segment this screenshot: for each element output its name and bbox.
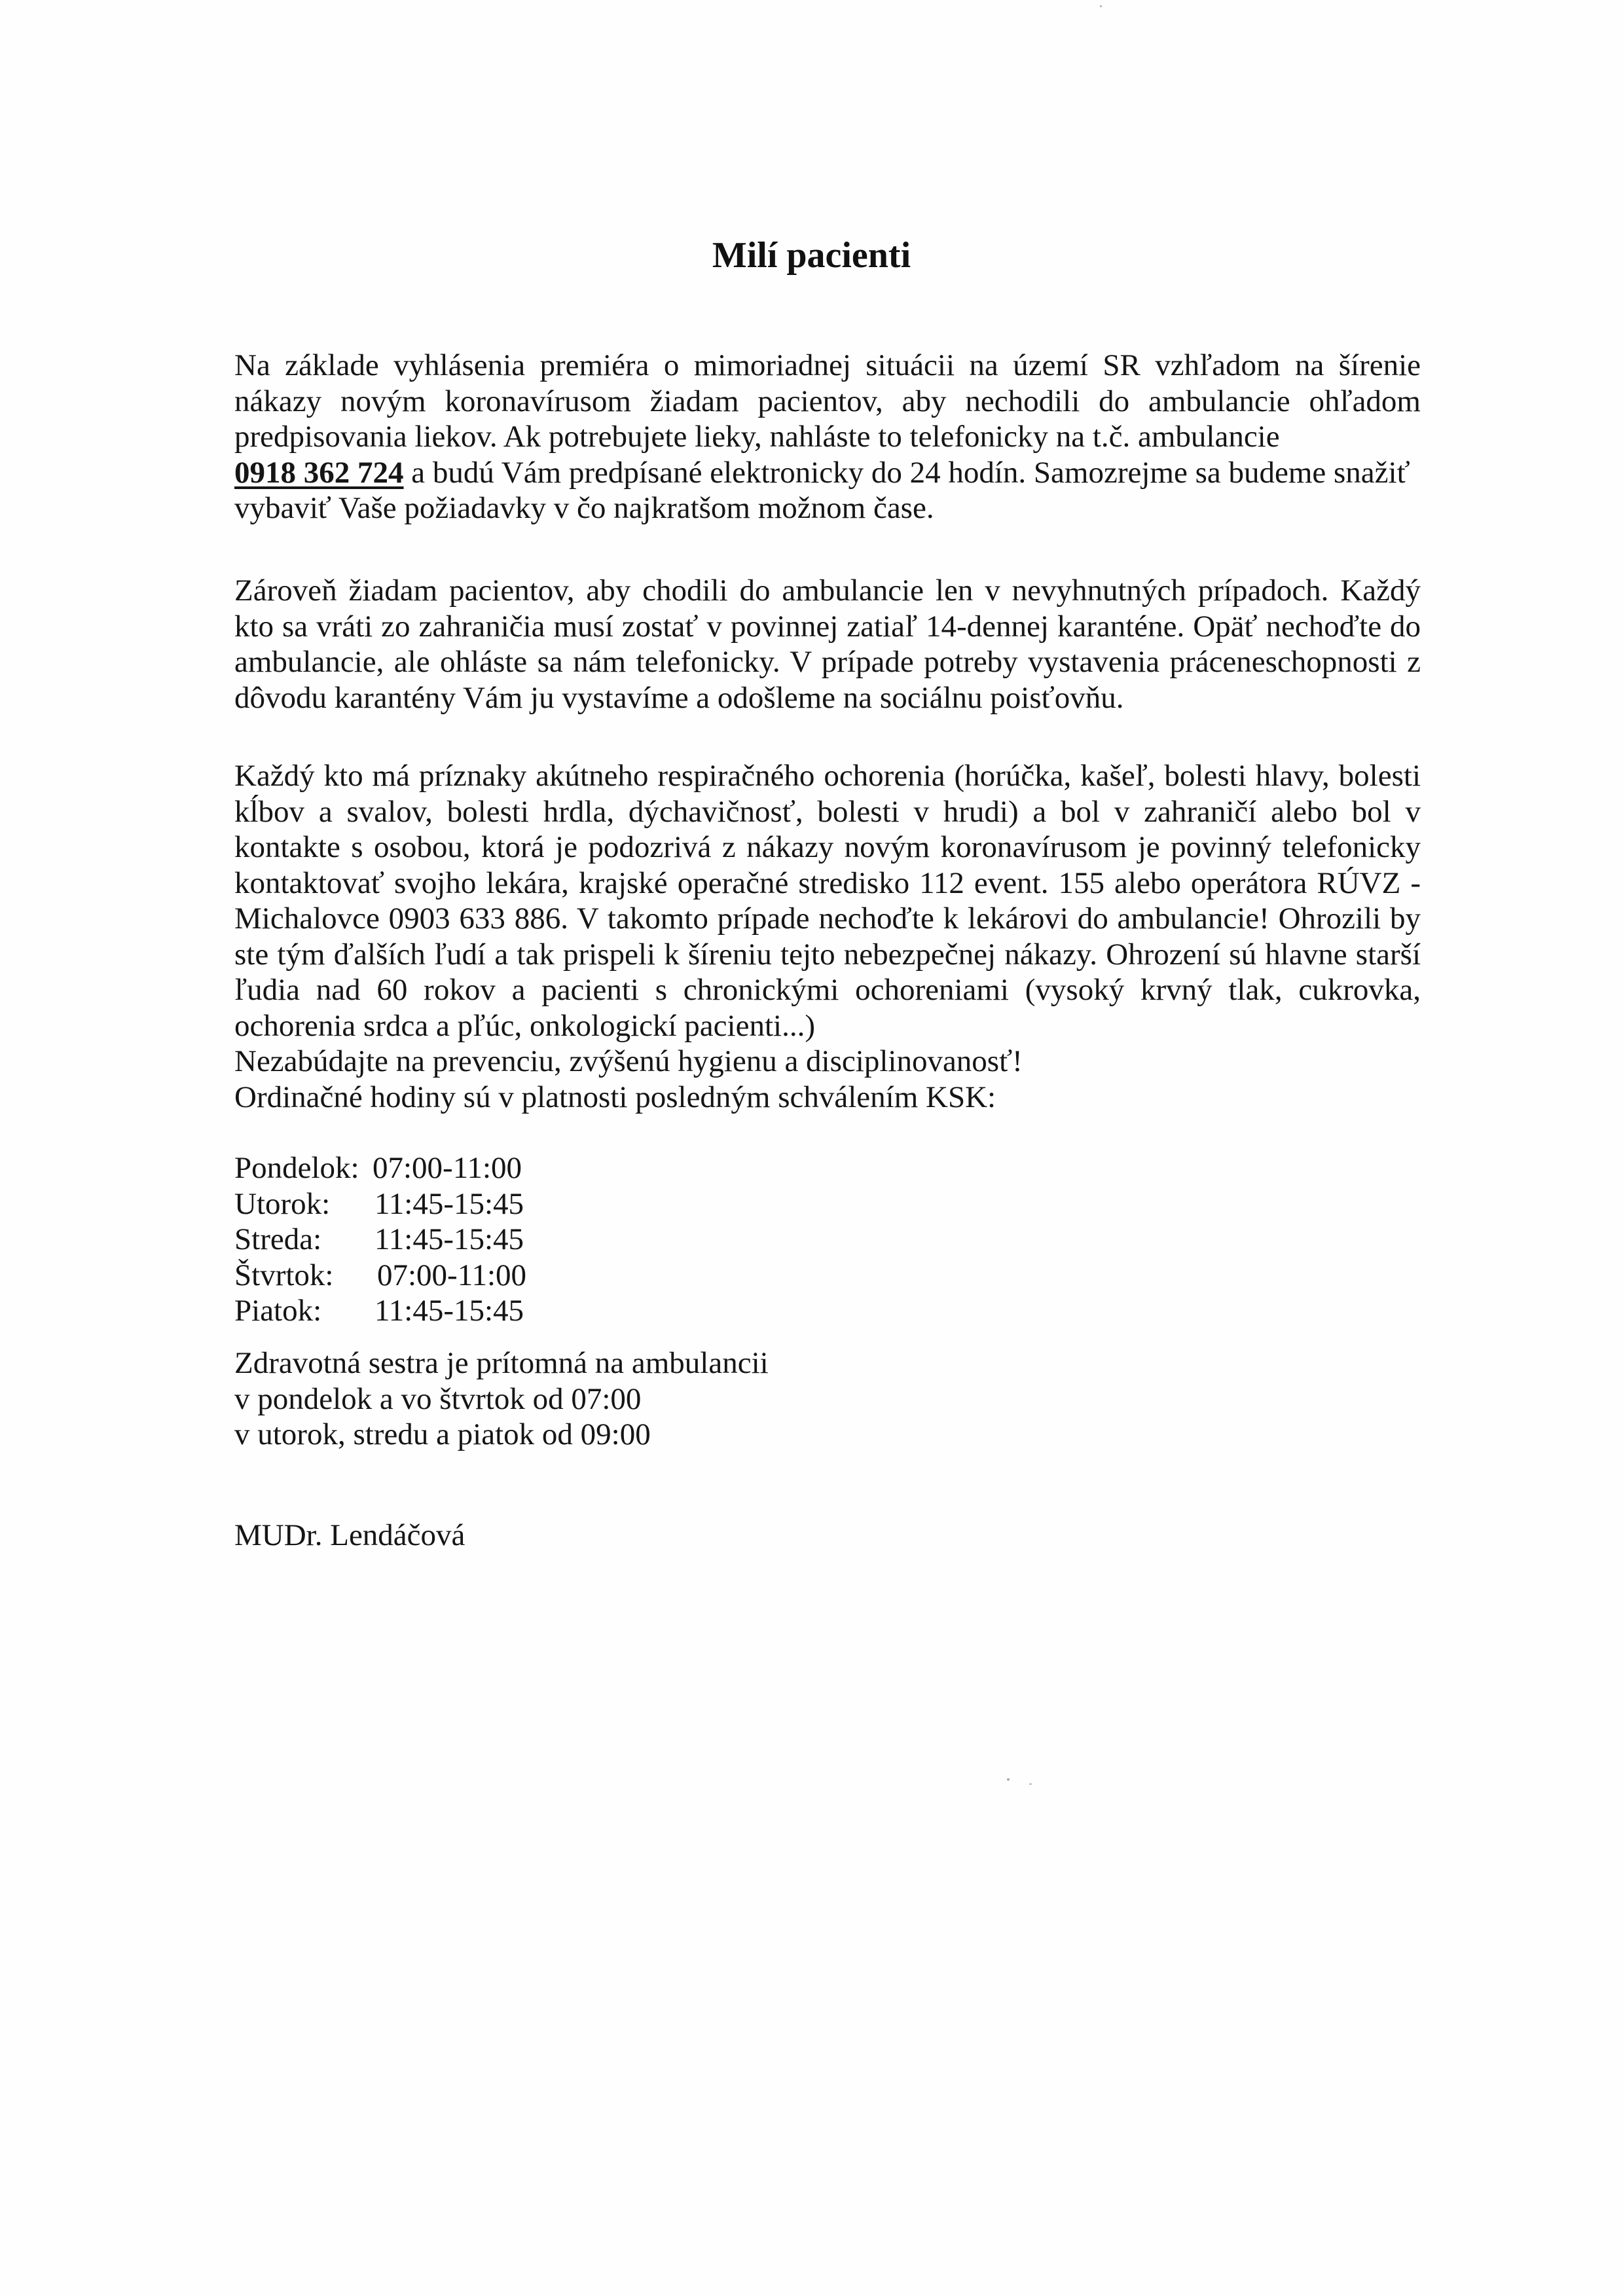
text-line: kontaktovať svojho lekára, krajské operačné stredisko 112 event. 155 alebo operátora RÚVZ - xyxy=(234,866,1421,900)
scan-artifact xyxy=(1029,1783,1032,1785)
day-label: Pondelok: xyxy=(234,1151,359,1185)
text-line: ambulancie, ale ohláste sa nám telefonicky. V prípade potreby vystavenia práceneschopnosti z xyxy=(234,645,1421,679)
scan-artifact xyxy=(1007,1778,1010,1781)
scan-artifact xyxy=(1100,5,1102,7)
nurse-availability xyxy=(234,1345,1421,1453)
prevention-reminder: Nezabúdajte na prevenciu, zvýšenú hygienu a disciplinovanosť! xyxy=(234,1044,1023,1078)
time-range: 07:00-11:00 xyxy=(373,1151,522,1185)
text-line: nákazy novým koronavírusom žiadam pacientov, aby nechodili do ambulancie ohľadom xyxy=(234,384,1421,418)
text-line: dôvodu karantény Vám ju vystavíme a odošleme na sociálnu poisťovňu. xyxy=(234,680,1124,715)
office-hours-row-tuesday xyxy=(234,1186,1421,1222)
time-range: 11:45-15:45 xyxy=(374,1222,524,1256)
paragraph-symptoms xyxy=(234,758,1421,1115)
text-line: ľudia nad 60 rokov a pacienti s chronickými ochoreniami (vysoký krvný tlak, cukrovka, xyxy=(234,973,1421,1007)
text-line: kĺbov a svalov, bolesti hrdla, dýchavičnosť, bolesti v hrudi) a bol v zahraničí alebo bol v xyxy=(234,794,1421,829)
text-line: vybaviť Vaše požiadavky v čo najkratšom možnom čase. xyxy=(234,491,934,525)
office-hours-intro: Ordinačné hodiny sú v platnosti posledným schválením KSK: xyxy=(234,1080,996,1114)
day-label: Piatok: xyxy=(234,1294,322,1328)
paragraph-quarantine xyxy=(234,573,1421,716)
office-hours-row-wednesday xyxy=(234,1222,1421,1258)
office-hours-row-friday xyxy=(234,1293,1421,1329)
time-range: 11:45-15:45 xyxy=(374,1294,524,1328)
day-label: Streda: xyxy=(234,1222,322,1256)
text-line: Michalovce 0903 633 886. V takomto prípade nechoďte k lekárovi do ambulancie! Ohrozili by xyxy=(234,902,1421,936)
text-line: predpisovania liekov. Ak potrebujete lieky, nahláste to telefonicky na t.č. ambulancie xyxy=(234,420,1280,454)
text-line: kto sa vráti zo zahraničia musí zostať v povinnej zatiaľ 14-dennej karanténe. Opäť nechoďte do xyxy=(234,609,1421,644)
text-line: v utorok, stredu a piatok od 09:00 xyxy=(234,1417,651,1451)
text-line: Na základe vyhlásenia premiéra o mimoriadnej situácii na území SR vzhľadom na šírenie xyxy=(234,348,1421,382)
page-title: Milí pacienti xyxy=(712,235,911,276)
office-hours-row-thursday xyxy=(234,1258,1421,1294)
office-hours-list xyxy=(234,1150,1421,1329)
time-range: 07:00-11:00 xyxy=(377,1258,527,1292)
paragraph-prescriptions xyxy=(234,348,1421,526)
text-fragment: a budú Vám predpísané elektronicky do 24 hodín. Samozrejme sa budeme snažiť xyxy=(403,455,1410,490)
text-line: v pondelok a vo štvrtok od 07:00 xyxy=(234,1381,642,1416)
text-line: kontakte s osobou, ktorá je podozrivá z nákazy novým koronavírusom je povinný telefonicky xyxy=(234,830,1421,864)
doctor-name: MUDr. Lendáčová xyxy=(234,1518,465,1552)
text-line: Zdravotná sestra je prítomná na ambulancii xyxy=(234,1346,769,1380)
day-label: Štvrtok: xyxy=(234,1258,334,1292)
text-line xyxy=(234,455,1421,491)
day-label: Utorok: xyxy=(234,1186,331,1221)
signature xyxy=(234,1518,1421,1554)
text-line: Každý kto má príznaky akútneho respiračného ochorenia (horúčka, kašeľ, bolesti hlavy, bolesti xyxy=(234,759,1421,793)
text-line: ochorenia srdca a pľúc, onkologickí pacienti...) xyxy=(234,1008,815,1043)
time-range: 11:45-15:45 xyxy=(374,1186,524,1221)
clinic-phone-number[interactable]: 0918 362 724 xyxy=(234,455,404,490)
office-hours-row-monday xyxy=(234,1150,1421,1186)
text-line: ste tým ďalších ľudí a tak prispeli k šíreniu tejto nebezpečnej nákazy. Ohrození sú hlavne starší xyxy=(234,937,1421,972)
text-line: Zároveň žiadam pacientov, aby chodili do ambulancie len v nevyhnutných prípadoch. Každý xyxy=(234,574,1421,608)
